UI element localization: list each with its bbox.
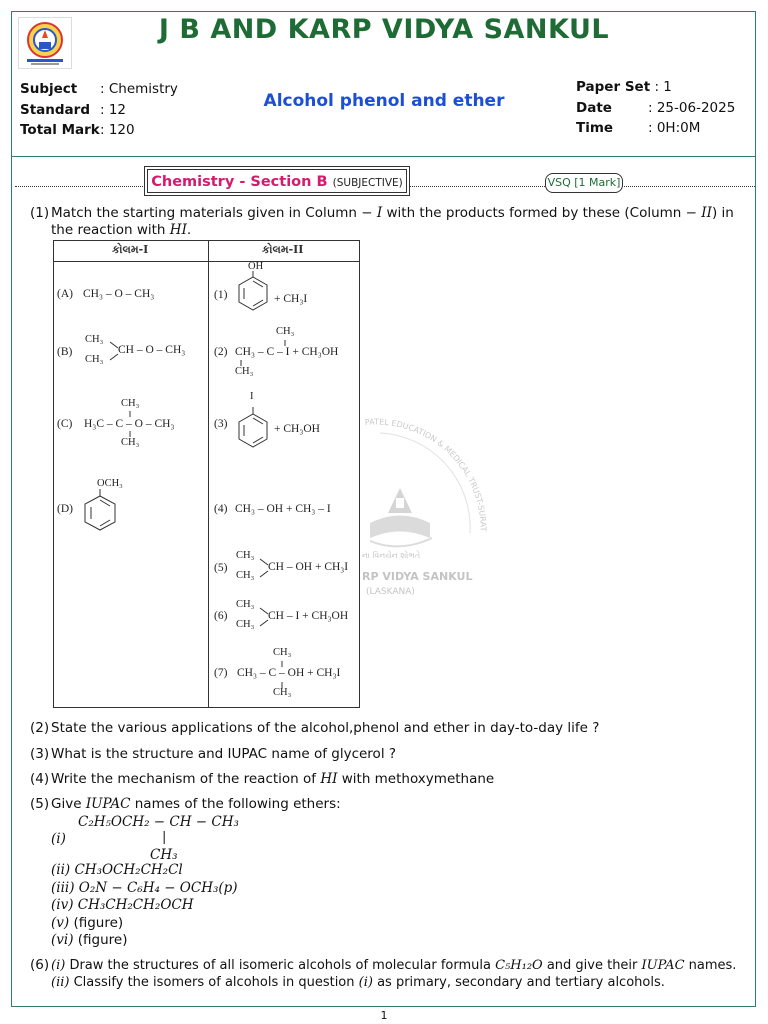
q4-text-a: Write the mechanism of the reaction of bbox=[51, 771, 321, 787]
col1-label-c: (C) bbox=[57, 418, 73, 430]
question-text bbox=[51, 205, 756, 239]
col2-item-3: + CH₃OH bbox=[274, 423, 320, 435]
question-text: What is the structure and IUPAC name of glycerol ? bbox=[51, 746, 397, 762]
q1-math-a: − I bbox=[361, 205, 383, 221]
q5-i-branch: | bbox=[162, 830, 167, 845]
date-key: Date bbox=[576, 99, 612, 116]
q6-ii-text-b: as primary, secondary and tertiary alcohols. bbox=[372, 975, 665, 990]
subject-key: Subject bbox=[20, 81, 78, 97]
q5-item bbox=[51, 897, 238, 915]
marks-badge: VSQ [1 Mark] bbox=[545, 173, 623, 193]
q4-math: HI bbox=[320, 771, 338, 787]
q5-math: IUPAC bbox=[85, 796, 131, 812]
page-number: 1 bbox=[380, 1009, 388, 1022]
q5-item bbox=[51, 932, 238, 950]
watermark-motto: ના વિનયેન શોભતે bbox=[362, 551, 421, 560]
question-text bbox=[51, 771, 756, 788]
q1-text-b: with the products formed by these (Column bbox=[382, 205, 686, 221]
q6-i-label: (i) bbox=[51, 958, 66, 973]
col2-label-3: (3) bbox=[214, 418, 228, 430]
item-formula: (figure) bbox=[77, 932, 128, 948]
standard-key: Standard bbox=[20, 101, 90, 118]
q5-i-sub: CH₃ bbox=[150, 847, 178, 863]
q6-i-text-b: and give their bbox=[542, 958, 642, 973]
q6-ii-label: (ii) bbox=[51, 975, 70, 990]
standard-value: : 12 bbox=[100, 101, 127, 118]
q6-i-text-a: Draw the structures of all isomeric alcohols of molecular formula bbox=[65, 958, 496, 973]
question-number: (4) bbox=[30, 771, 50, 787]
col2-item-6: CH – I + CH₃OH bbox=[268, 610, 349, 622]
q5-list bbox=[51, 862, 238, 950]
col2-item-7-top: CH₃ bbox=[273, 647, 292, 658]
q5-text-b: names of the following ethers: bbox=[130, 796, 341, 812]
q4-text-b: with methoxymethane bbox=[337, 771, 495, 787]
section-title: Chemistry - Section B bbox=[151, 174, 328, 190]
question-text bbox=[51, 957, 756, 991]
watermark-place: (LASKANA) bbox=[366, 587, 415, 597]
col2-item-1: + CH₃I bbox=[274, 293, 308, 305]
col1-item-b-bot: CH₃ bbox=[85, 354, 104, 365]
section-heading bbox=[144, 166, 410, 196]
q5-i-label: (i) bbox=[51, 831, 66, 847]
q6-ii-math: (i) bbox=[358, 975, 373, 990]
item-formula: (figure) bbox=[73, 914, 124, 931]
item-label: (iii) bbox=[51, 879, 75, 896]
q5-text-a: Give bbox=[51, 796, 86, 812]
col2-label-6: (6) bbox=[214, 610, 228, 622]
col1-label-b: (B) bbox=[57, 346, 73, 358]
question-text: State the various applications of the alcohol,phenol and ether in day-to-day life ? bbox=[51, 720, 600, 736]
match-table bbox=[53, 240, 360, 708]
question-text bbox=[51, 796, 756, 813]
q5-item bbox=[51, 862, 238, 880]
col1-item-a: CH₃ – O – CH₃ bbox=[83, 288, 155, 300]
watermark-arc-text: PATEL EDUCATION & MEDICAL TRUST-SURAT bbox=[364, 417, 488, 532]
school-name: J B AND KARP VIDYA SANKUL bbox=[158, 14, 610, 45]
item-formula: CH₃CH₂CH₂OCH bbox=[77, 897, 194, 913]
q1-text-a: Match the starting materials given in Column bbox=[51, 205, 362, 221]
total-key: Total Mark bbox=[20, 122, 100, 138]
col2-label-1: (1) bbox=[214, 289, 228, 301]
date-value: : 25-06-2025 bbox=[648, 99, 736, 116]
col2-item-6-top: CH₃ bbox=[236, 599, 255, 610]
time-value: : 0H:0M bbox=[648, 120, 701, 136]
question-number: (1) bbox=[30, 205, 50, 221]
col1-item-c-top: CH₃ bbox=[121, 398, 140, 409]
col2-item-1-sub: OH bbox=[248, 261, 264, 272]
subject-value: : Chemistry bbox=[100, 81, 178, 97]
header-divider bbox=[11, 156, 756, 157]
q5-item bbox=[51, 880, 238, 898]
col2-header: કોલમ-II bbox=[262, 243, 304, 256]
col1-item-b-top: CH₃ bbox=[85, 334, 104, 345]
col1-item-c-bot: CH₃ bbox=[121, 437, 140, 448]
col2-item-2-bot: CH₃ bbox=[235, 366, 254, 377]
col2-label-2: (2) bbox=[214, 346, 228, 358]
q6-ii-text-a: Classify the isomers of alcohols in question bbox=[69, 975, 359, 990]
q1-math-b: − II bbox=[685, 205, 712, 221]
benzene-ring-3 bbox=[239, 414, 267, 447]
watermark-seal bbox=[360, 413, 490, 609]
q1-math-c: HI bbox=[169, 222, 187, 238]
item-label: (v) bbox=[51, 914, 70, 931]
question-number: (5) bbox=[30, 796, 50, 812]
col2-item-5-bot: CH₃ bbox=[236, 570, 255, 581]
col2-item-3-sub: I bbox=[250, 391, 254, 402]
watermark-name: RP VIDYA SANKUL bbox=[362, 570, 473, 583]
paperset-key: Paper Set bbox=[576, 79, 651, 95]
col2-label-7: (7) bbox=[214, 667, 228, 679]
col2-item-5-top: CH₃ bbox=[236, 550, 255, 561]
paperset-value: : 1 bbox=[654, 79, 672, 95]
item-formula: O₂N − C₆H₄ − OCH₃(p) bbox=[78, 879, 238, 896]
q6-i-math: C₅H₁₂O bbox=[495, 958, 543, 973]
col2-label-5: (5) bbox=[214, 562, 228, 574]
q6-i-text-c: names. bbox=[684, 958, 737, 973]
paper-title: Alcohol phenol and ether bbox=[263, 91, 505, 111]
q1-text-c: ) in the reaction with bbox=[51, 205, 734, 238]
item-label: (iv) bbox=[51, 897, 74, 913]
total-value: : 120 bbox=[100, 122, 135, 138]
col1-header: કોલમ-I bbox=[112, 243, 149, 256]
col2-item-2: CH₃ – C – I + CH₃OH bbox=[235, 346, 339, 358]
col1-label-d: (D) bbox=[57, 503, 73, 515]
q1-text-d: . bbox=[186, 222, 192, 238]
meta-right bbox=[576, 77, 735, 139]
section-subtitle: (SUBJECTIVE) bbox=[332, 177, 403, 189]
benzene-ring-d bbox=[85, 496, 115, 530]
item-label: (vi) bbox=[51, 932, 74, 948]
col2-item-2-top: CH₃ bbox=[276, 326, 295, 337]
col1-label-a: (A) bbox=[57, 288, 73, 300]
col1-item-c: H₃C – C – O – CH₃ bbox=[84, 418, 175, 430]
col2-label-4: (4) bbox=[214, 503, 228, 515]
q6-i-math2: IUPAC bbox=[641, 958, 685, 973]
col2-item-5: CH – OH + CH₃I bbox=[268, 561, 349, 573]
question-number: (2) bbox=[30, 720, 50, 736]
item-label: (ii) bbox=[51, 862, 71, 878]
col2-item-7: CH₃ – C – OH + CH₃I bbox=[237, 667, 341, 679]
col2-item-4: CH₃ – OH + CH₃ – I bbox=[235, 503, 331, 515]
time-key: Time bbox=[576, 120, 614, 136]
col2-item-7-bot: CH₃ bbox=[273, 687, 292, 698]
table-structures bbox=[54, 241, 361, 709]
col1-item-d: OCH₃ bbox=[97, 478, 123, 489]
col2-item-6-bot: CH₃ bbox=[236, 619, 255, 630]
question-number: (3) bbox=[30, 746, 50, 762]
question-number: (6) bbox=[30, 957, 50, 973]
q5-i-formula: C₂H₅OCH₂ − CH − CH₃ bbox=[78, 814, 239, 830]
col1-item-b: CH – O – CH₃ bbox=[118, 344, 186, 356]
q5-item bbox=[51, 915, 238, 933]
item-formula: CH₃OCH₂CH₂Cl bbox=[74, 862, 183, 878]
benzene-ring-1 bbox=[239, 277, 267, 310]
